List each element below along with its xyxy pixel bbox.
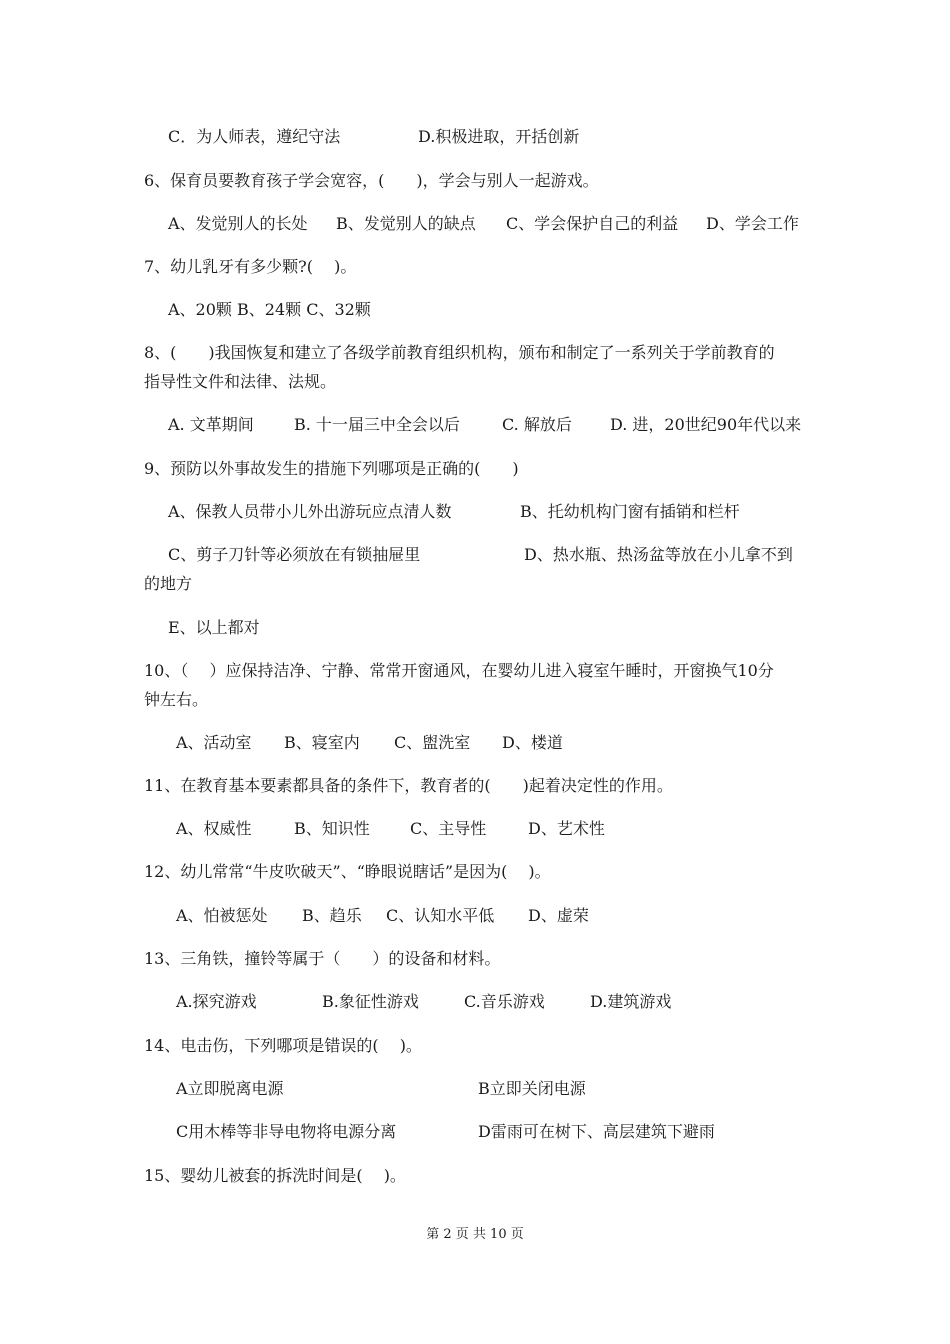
question-10-continued: 钟左右。 — [144, 690, 209, 709]
option-q11-a: A、权威性 — [176, 819, 252, 838]
option-q10-b: B、寝室内 — [284, 733, 360, 752]
option-q10-a: A、活动室 — [176, 733, 252, 752]
question-13: 13、三角铁，撞铃等属于（ ）的设备和材料。 — [144, 949, 501, 968]
option-q9-c: C、剪子刀针等必须放在有锁抽屉里 — [168, 545, 421, 564]
option-q12-c: C、认知水平低 — [386, 906, 495, 925]
page-footer: 第 2 页 共 10 页 — [426, 1227, 524, 1242]
option-q11-c: C、主导性 — [410, 819, 487, 838]
option-q14-c: C用木棒等非导电物将电源分离 — [176, 1122, 397, 1141]
option-q7: A、20颗 B、24颗 C、32颗 — [168, 300, 371, 319]
question-8-continued: 指导性文件和法律、法规。 — [144, 372, 337, 391]
question-10: 10、（ ）应保持洁净、宁静、常常开窗通风，在婴幼儿进入寝室午睡时，开窗换气10分 — [144, 661, 774, 680]
option-q6-d: D、学会工作 — [706, 214, 799, 233]
option-q8-d: D. 进，20世纪90年代以来 — [610, 415, 802, 434]
option-q12-a: A、怕被惩处 — [176, 906, 268, 925]
question-8: 8、( )我国恢复和建立了各级学前教育组织机构，颁布和制定了一系列关于学前教育的 — [144, 343, 775, 362]
option-q13-d: D.建筑游戏 — [590, 992, 672, 1011]
option-q9-d-continued: 的地方 — [144, 574, 193, 593]
option-q14-a: A立即脱离电源 — [176, 1079, 284, 1098]
option-q12-d: D、虚荣 — [528, 906, 589, 925]
question-6: 6、保育员要教育孩子学会宽容，( )，学会与别人一起游戏。 — [144, 171, 599, 190]
option-q5-d: D.积极进取，开括创新 — [418, 127, 580, 146]
option-q9-e: E、以上都对 — [168, 618, 260, 637]
option-q13-b: B.象征性游戏 — [322, 992, 419, 1011]
option-q8-c: C. 解放后 — [502, 415, 572, 434]
question-12: 12、幼儿常常“牛皮吹破天”、“睁眼说瞎话”是因为( )。 — [144, 862, 551, 881]
option-q11-d: D、艺术性 — [528, 819, 605, 838]
option-q13-a: A.探究游戏 — [176, 992, 257, 1011]
option-q13-c: C.音乐游戏 — [464, 992, 545, 1011]
option-q12-b: B、趋乐 — [302, 906, 362, 925]
question-14: 14、电击伤，下列哪项是错误的( )。 — [144, 1036, 422, 1055]
question-9: 9、预防以外事故发生的措施下列哪项是正确的( ) — [144, 459, 519, 478]
option-q8-a: A. 文革期间 — [168, 415, 254, 434]
option-q9-d: D、热水瓶、热汤盆等放在小儿拿不到 — [524, 545, 793, 564]
option-q11-b: B、知识性 — [294, 819, 370, 838]
question-15: 15、婴幼儿被套的拆洗时间是( )。 — [144, 1166, 406, 1185]
question-11: 11、在教育基本要素都具备的条件下，教育者的( )起着决定性的作用。 — [144, 776, 673, 795]
option-q10-d: D、楼道 — [502, 733, 563, 752]
option-q14-b: B立即关闭电源 — [478, 1079, 586, 1098]
option-q9-a: A、保教人员带小儿外出游玩应点清人数 — [168, 502, 452, 521]
option-q9-b: B、托幼机构门窗有插销和栏杆 — [520, 502, 740, 521]
option-q6-c: C、学会保护自己的利益 — [506, 214, 679, 233]
option-q10-c: C、盥洗室 — [394, 733, 471, 752]
option-q14-d: D雷雨可在树下、高层建筑下避雨 — [478, 1122, 715, 1141]
question-7: 7、幼儿乳牙有多少颗?( )。 — [144, 257, 357, 276]
option-q6-b: B、发觉别人的缺点 — [336, 214, 476, 233]
option-q5-c: C．为人师表，遵纪守法 — [168, 127, 341, 146]
option-q6-a: A、发觉别人的长处 — [168, 214, 308, 233]
option-q8-b: B. 十一届三中全会以后 — [294, 415, 460, 434]
